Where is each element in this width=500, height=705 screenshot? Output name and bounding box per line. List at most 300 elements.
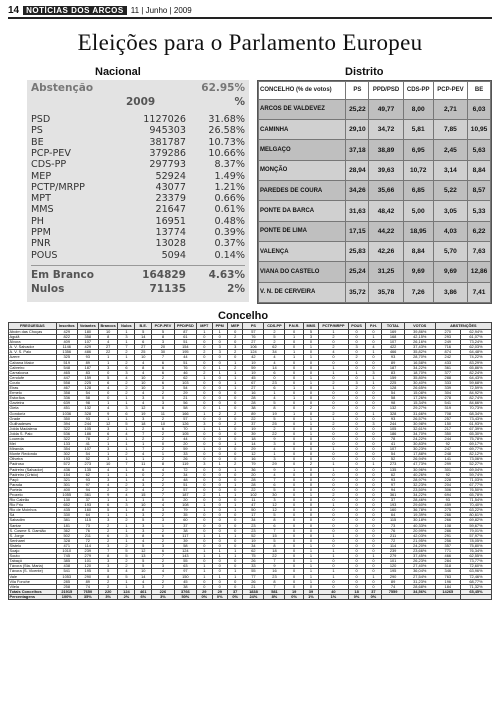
cell-value: 3 (135, 523, 152, 528)
cell-value: 1146 (56, 345, 77, 350)
cell-value: 87 (174, 330, 196, 335)
cell-value: 0 (212, 538, 227, 543)
freguesia-name: Parada (9, 482, 57, 487)
cell-value: 29,60% (404, 503, 435, 508)
cell-value: 1 (227, 467, 242, 472)
concelho-name: MELGAÇO (259, 140, 346, 160)
cell-value: 4 (264, 472, 285, 477)
party-name: PPM (31, 227, 51, 238)
cell-value: 0 (227, 436, 242, 441)
concelho-table-panel (8, 322, 492, 700)
cell-value: 1 (118, 477, 135, 482)
cell-value: 3 (118, 335, 135, 340)
cell-value: 467 (56, 386, 77, 391)
cell-value: 106 (243, 345, 264, 350)
column-header: Inscritos (56, 323, 77, 330)
cell-value: 8 (135, 508, 152, 513)
cell-value: 350 (435, 431, 460, 436)
cell-value: 1 (285, 467, 303, 472)
freguesia-name: A. V. S. Paio (9, 350, 57, 355)
cell-value: 37 (382, 498, 404, 503)
vote-pct: 31,25 (369, 262, 403, 282)
cell-value: 58 (174, 406, 196, 411)
row-pct: 2% (227, 282, 245, 295)
cell-value: 28 (243, 396, 264, 401)
cell-value: 361 (77, 493, 98, 498)
cell-value: 89 (77, 579, 98, 584)
cell-value: 0 (212, 523, 227, 528)
cell-value: 0 (365, 487, 382, 492)
cell-value: 433 (435, 360, 460, 365)
cell-value: 70,73% (460, 406, 491, 411)
cell-value: 385 (56, 559, 77, 564)
cell-value: 4 (135, 538, 152, 543)
cell-value: 60 (174, 518, 196, 523)
cell-value: 1 (227, 442, 242, 447)
row-votes: 71135 (149, 282, 186, 295)
cell-value: 471 (56, 543, 77, 548)
cell-value: 19 (135, 411, 152, 416)
cell-value: 1 (264, 391, 285, 396)
cell-value: 120 (77, 564, 98, 569)
cell-value: 0 (348, 538, 365, 543)
cell-value: 0 (197, 579, 212, 584)
cell-value: 30,40% (404, 380, 435, 385)
cell-value: 15,08% (404, 391, 435, 396)
cell-value: 3 (348, 345, 365, 350)
cell-value: 31,66% (404, 411, 435, 416)
cell-value: 0 (197, 559, 212, 564)
cell-value: 0 (197, 487, 212, 492)
cell-value: 1 (227, 569, 242, 574)
cell-value: 0 (227, 584, 242, 589)
cell-value: 26,65% (404, 386, 435, 391)
distrito-row (259, 160, 491, 180)
cell-value: 79,01% (460, 528, 491, 533)
cell-value: 226 (152, 589, 174, 594)
cell-value: 19 (243, 360, 264, 365)
cell-value: 0 (227, 543, 242, 548)
distrito-row (259, 221, 491, 241)
cell-value: 2 (152, 579, 174, 584)
cell-value: 5 (135, 559, 152, 564)
cell-value: 2 (152, 559, 174, 564)
cell-value: 466 (382, 350, 404, 355)
cell-value: 0 (212, 396, 227, 401)
cell-value: 40,33% (404, 523, 435, 528)
cell-value: 541 (56, 569, 77, 574)
cell-value: 33 (243, 564, 264, 569)
cell-value: 47,73% (404, 462, 435, 467)
cell-value: 0 (197, 335, 212, 340)
cell-value: 0 (303, 391, 318, 396)
cell-value: 1 (285, 350, 303, 355)
cell-value: 220 (98, 589, 118, 594)
cell-value: 30,98% (404, 421, 435, 426)
cell-value: 0 (348, 411, 365, 416)
cell-value: 1 (212, 549, 227, 554)
cell-value: 154 (174, 345, 196, 350)
cell-value: 466 (435, 554, 460, 559)
cell-value: 0 (212, 386, 227, 391)
cell-value: 72,46% (460, 574, 491, 579)
party-pct: 0.39% (214, 227, 245, 238)
cell-value: 0 (319, 340, 348, 345)
cell-value: 10 (135, 380, 152, 385)
cell-value: 0 (348, 584, 365, 589)
cell-value: 101 (382, 559, 404, 564)
cell-value: 12 (135, 549, 152, 554)
party-name: POUS (31, 249, 58, 261)
distrito-row (259, 99, 491, 119)
cell-value: 0 (285, 447, 303, 452)
cell-value: 196 (435, 579, 460, 584)
cell-value: 0 (212, 375, 227, 380)
cell-value: 42,03% (404, 533, 435, 538)
cell-value: 0 (212, 477, 227, 482)
cell-value: 1 (365, 375, 382, 380)
freguesia-name: Azere (9, 355, 57, 360)
cell-value: 2 (227, 350, 242, 355)
cell-value: 256 (435, 538, 460, 543)
party-pct: 10.66% (208, 147, 245, 159)
column-header: CDS-PP (264, 323, 285, 330)
cell-value: 2 (152, 482, 174, 487)
cell-value: 225 (77, 380, 98, 385)
cell-value: 1356 (56, 350, 77, 355)
cell-value: 10 (98, 330, 118, 335)
cell-value: 3 (98, 564, 118, 569)
cell-value: 97 (382, 482, 404, 487)
cell-value: 0 (212, 431, 227, 436)
vote-pct: 34,26 (346, 181, 369, 201)
cell-value: 435 (56, 508, 77, 513)
cell-value: 2 (227, 335, 242, 340)
cell-value: 6 (152, 533, 174, 538)
column-header: PS (346, 82, 369, 100)
cell-value: 2 (152, 528, 174, 533)
vote-pct: 42,26 (369, 241, 403, 261)
party-pct: 0.48% (214, 215, 245, 227)
cell-value: 2 (118, 452, 135, 457)
cell-value: 3 (135, 513, 152, 518)
cell-value: 8 (264, 518, 285, 523)
vote-pct: 49,77 (369, 99, 403, 119)
cell-value: 18 (348, 589, 365, 594)
cell-value: 0 (348, 360, 365, 365)
cell-value: 2 (303, 462, 318, 467)
cell-value: 2 (118, 482, 135, 487)
party-pct: 0.66% (214, 193, 245, 205)
cell-value: 0 (365, 442, 382, 447)
cell-value: 0 (348, 375, 365, 380)
cell-value: 69,77% (460, 447, 491, 452)
cell-value: 225 (382, 380, 404, 385)
cell-value: 93 (382, 416, 404, 421)
party-pct: 1.21% (214, 181, 245, 193)
cell-value: 51 (174, 482, 196, 487)
cell-value: 0 (197, 391, 212, 396)
freguesia-name: Tabaçô (9, 559, 57, 564)
cell-value: 34 (174, 472, 196, 477)
cell-value: 0 (365, 533, 382, 538)
cell-value: 1 (285, 335, 303, 340)
cell-value: 19 (243, 370, 264, 375)
cell-value: 105 (382, 426, 404, 431)
cell-value: 130 (56, 498, 77, 503)
cell-value: 92 (435, 442, 460, 447)
cell-value: 0 (212, 380, 227, 385)
cell-value: 0 (212, 513, 227, 518)
nacional-row (31, 171, 245, 182)
cell-value: 154 (56, 472, 77, 477)
cell-value: 75,80% (460, 543, 491, 548)
cell-value: 2 (118, 518, 135, 523)
percent-row (9, 594, 492, 599)
cell-value: 0 (285, 559, 303, 564)
cell-value: 771 (435, 549, 460, 554)
cell-value: 400 (56, 487, 77, 492)
cell-value: 51 (174, 360, 196, 365)
cell-value: 217 (435, 426, 460, 431)
cell-value: 16 (243, 391, 264, 396)
cell-value: 108 (174, 503, 196, 508)
cell-value: 1 (365, 411, 382, 416)
cell-value: 258 (56, 584, 77, 589)
cell-value: 1 (98, 472, 118, 477)
cell-value: 1 (365, 462, 382, 467)
freguesia-name: S. Jorge (9, 533, 57, 538)
column-header: MEP (227, 323, 242, 330)
cell-value: 34 (243, 518, 264, 523)
cell-value: 3766 (174, 589, 196, 594)
cell-value: 0 (319, 452, 348, 457)
cell-value: 0 (227, 401, 242, 406)
cell-value: 1 (303, 574, 318, 579)
cell-value: 0 (212, 442, 227, 447)
cell-value: 0 (212, 559, 227, 564)
cell-value: 159 (77, 375, 98, 380)
cell-value: 0 (285, 472, 303, 477)
cell-value: 7650 (77, 589, 98, 594)
cell-value: 54 (382, 452, 404, 457)
cell-value: 63 (174, 564, 196, 569)
cell-value: 37 (77, 498, 98, 503)
cell-value: 0 (135, 472, 152, 477)
cell-value: 0 (348, 447, 365, 452)
cell-value: 429 (56, 330, 77, 335)
cell-value: 1 (319, 467, 348, 472)
cell-value: 0 (365, 513, 382, 518)
cell-value: 461 (135, 589, 152, 594)
cell-value: 107 (77, 340, 98, 345)
distrito-row (259, 241, 491, 261)
cell-value: 0 (348, 462, 365, 467)
cell-value: 1 (303, 554, 318, 559)
cell-value: 2 (348, 355, 365, 360)
cell-value: 4 (98, 386, 118, 391)
cell-value: 1 (365, 554, 382, 559)
vote-pct: 3,05 (433, 201, 467, 221)
cell-value: 20 (243, 472, 264, 477)
party-pct: 0.61% (214, 204, 245, 216)
freguesia-name: Portela (9, 487, 57, 492)
cell-value: 1 (227, 554, 242, 559)
cell-value: 0% (212, 594, 227, 599)
freguesia-name: Cabreiro (9, 365, 57, 370)
cell-value: 1 (118, 447, 135, 452)
cell-value: 1 (303, 345, 318, 350)
cell-value: 0 (285, 416, 303, 421)
cell-value: 10 (98, 462, 118, 467)
cell-value: 195 (77, 569, 98, 574)
cell-value: 0 (319, 487, 348, 492)
concelho-name: MONÇÃO (259, 160, 346, 180)
cell-value: 180 (77, 330, 98, 335)
nacional-row (31, 137, 245, 148)
party-votes: 297793 (149, 159, 186, 171)
brancos-row (31, 269, 245, 281)
cell-value: 1 (197, 375, 212, 380)
cell-value: 64,48% (460, 350, 491, 355)
cell-value: 3 (264, 457, 285, 462)
cell-value: 0 (285, 538, 303, 543)
cell-value: 4 (135, 487, 152, 492)
cell-value: 5 (135, 518, 152, 523)
cell-value: 266 (435, 518, 460, 523)
cell-value: 8 (264, 543, 285, 548)
cell-value: 21,95% (404, 538, 435, 543)
cell-value: 10 (135, 375, 152, 380)
cell-value: 0 (212, 416, 227, 421)
cell-value: 1 (319, 416, 348, 421)
nacional-heading: Nacional (95, 66, 141, 78)
cell-value: 40 (319, 589, 348, 594)
cell-value: 0 (212, 584, 227, 589)
cell-value: 3 (98, 518, 118, 523)
freguesia-name: Aguiã (9, 335, 57, 340)
cell-value: 301 (56, 482, 77, 487)
cell-value: 1053 (56, 574, 77, 579)
cell-value: 0% (285, 594, 303, 599)
party-votes: 13028 (155, 238, 186, 250)
cell-value: 0 (319, 508, 348, 513)
cell-value: 6 (264, 523, 285, 528)
cell-value: 1 (319, 330, 348, 335)
cell-value: 2 (98, 579, 118, 584)
cell-value: 84,66% (460, 401, 491, 406)
cell-value: 69,82% (460, 518, 491, 523)
row-votes: 164829 (142, 268, 186, 281)
freguesia-name: Cendufe (9, 375, 57, 380)
cell-value: 0 (319, 538, 348, 543)
cell-value: 1 (227, 380, 242, 385)
freguesia-name: Estorãos (9, 396, 57, 401)
cell-value: 16,58% (404, 360, 435, 365)
cell-value: 132 (77, 406, 98, 411)
party-name: PCP-PEV (31, 147, 71, 159)
cell-value: 1 (365, 380, 382, 385)
cell-value: 76 (382, 528, 404, 533)
distrito-table (258, 81, 491, 303)
cell-value: 0 (303, 370, 318, 375)
cell-value: 0 (285, 498, 303, 503)
cell-value: 1 (319, 549, 348, 554)
cell-value: 135 (382, 467, 404, 472)
cell-value: 0 (227, 340, 242, 345)
vote-pct: 2,45 (433, 140, 467, 160)
cell-value: 72 (174, 467, 196, 472)
cell-value: 1 (197, 569, 212, 574)
cell-value: 0 (212, 391, 227, 396)
cell-value: 211 (382, 533, 404, 538)
cell-value: 2 (152, 375, 174, 380)
cell-value: 4 (264, 355, 285, 360)
cell-value: 9 (264, 436, 285, 441)
cell-value: 52 (243, 533, 264, 538)
party-votes: 5094 (161, 249, 186, 261)
cell-value: 0 (365, 391, 382, 396)
cell-value: 108 (435, 523, 460, 528)
cell-value: 0 (348, 457, 365, 462)
party-votes: 381787 (149, 136, 186, 148)
cell-value: 1 (197, 508, 212, 513)
cell-value: 26 (243, 559, 264, 564)
cell-value: 2 (227, 365, 242, 370)
cell-value: 62 (243, 549, 264, 554)
cell-value: 1 (135, 442, 152, 447)
cell-value: 0 (348, 554, 365, 559)
vote-pct: 4,03 (433, 221, 467, 241)
cell-value: 7 (98, 549, 118, 554)
cell-value: 20 (174, 498, 196, 503)
cell-value: 0 (303, 386, 318, 391)
cell-value: 23 (243, 523, 264, 528)
pct-label: % (234, 96, 245, 108)
cell-value: 0 (348, 487, 365, 492)
cell-value: 0 (212, 503, 227, 508)
cell-value: 1 (319, 386, 348, 391)
cell-value: 1 (285, 396, 303, 401)
cell-value: 1 (118, 436, 135, 441)
cell-value: 1 (197, 549, 212, 554)
cell-value: 228 (435, 477, 460, 482)
cell-value: 5 (264, 335, 285, 340)
cell-value: 3% (152, 594, 174, 599)
cell-value: 0 (227, 472, 242, 477)
cell-value: 2 (118, 564, 135, 569)
cell-value: 27 (98, 345, 118, 350)
column-header: PS (243, 323, 264, 330)
vote-pct: 2,71 (433, 99, 467, 119)
cell-value: 0 (365, 360, 382, 365)
vote-pct: 3,86 (433, 282, 467, 302)
cell-value: 745 (56, 554, 77, 559)
cell-value: 52 (77, 457, 98, 462)
cell-value: 54 (382, 391, 404, 396)
cell-value: 8 (135, 533, 152, 538)
cell-value: 2 (319, 411, 348, 416)
cell-value: 62 (264, 345, 285, 350)
vote-pct: 8,00 (403, 99, 433, 119)
cell-value: 247 (435, 447, 460, 452)
cell-value: 0 (197, 386, 212, 391)
cell-value: 135 (77, 467, 98, 472)
cell-value: 1 (285, 355, 303, 360)
cell-value: 1 (135, 457, 152, 462)
cell-value: 0 (197, 431, 212, 436)
cell-value: 1 (365, 350, 382, 355)
